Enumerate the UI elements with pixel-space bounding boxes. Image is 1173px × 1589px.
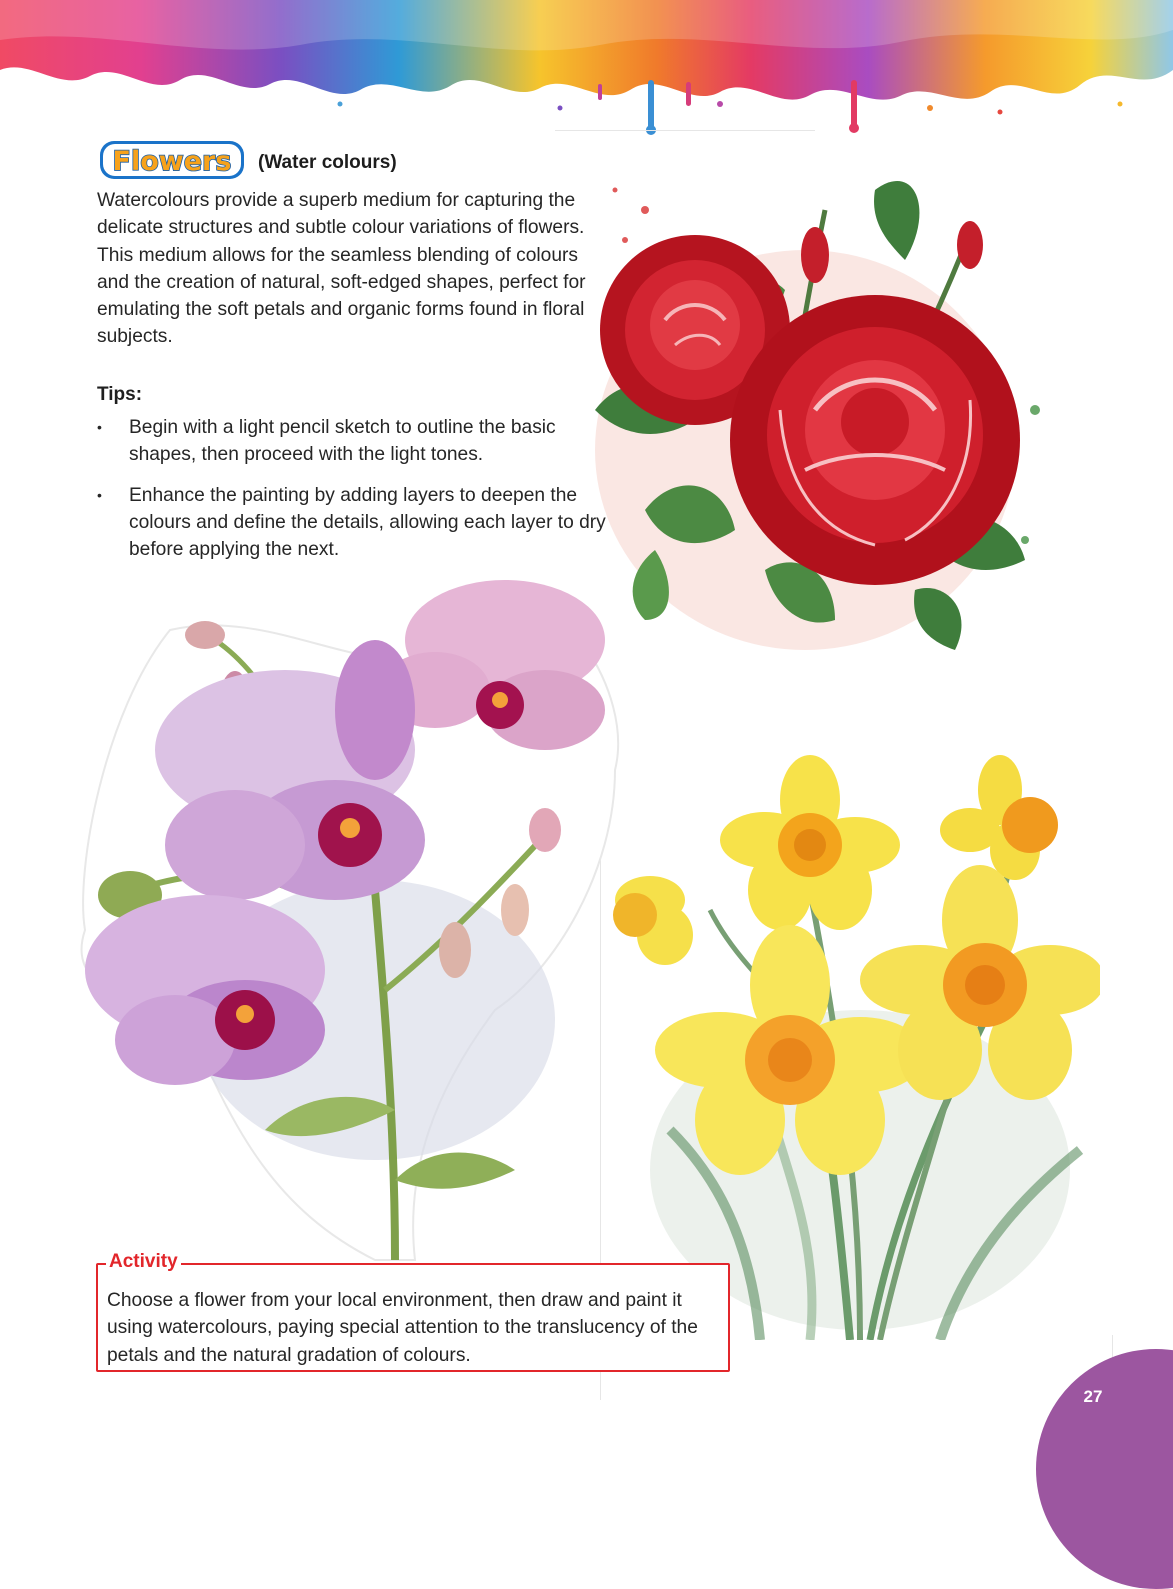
- tips-list: [97, 414, 607, 576]
- rose-illustration: [585, 150, 1065, 670]
- activity-box: [96, 1251, 730, 1372]
- intro-paragraph: Watercolours provide a superb medium for capturing the delicate structures and subtle colour variations of flowers. This medium allows for the seamless blending of colours and the creation of natural, soft-edged shapes, perfect for emulating the soft petals and organic forms found in floral subjects.: [97, 190, 586, 348]
- page-subtitle: (Water colours): [258, 152, 397, 173]
- page-number-badge: [1036, 1349, 1173, 1589]
- flowers-logo: [98, 138, 246, 182]
- section-heading: [98, 138, 397, 182]
- watercolour-splash-banner: [0, 0, 1173, 140]
- orchid-illustration: [75, 570, 635, 1270]
- list-item: • Begin with a light pencil sketch to outline the basic shapes, then proceed with the light tones.: [97, 417, 556, 466]
- divider-line: [555, 130, 815, 131]
- activity-text: Choose a flower from your local environment, then draw and paint it using watercolours, paying special attention to the translucency of the petals and the natural gradation of colours.: [107, 1290, 698, 1366]
- tip-text: Enhance the painting by adding layers to deepen the colours and define the details, allowing each layer to dry before applying the next.: [129, 484, 606, 561]
- page-number: 27: [1083, 1387, 1103, 1406]
- list-item: • Enhance the painting by adding layers to deepen the colours and define the details, allowing each layer to dry before applying the next.: [97, 484, 606, 561]
- tips-title: Tips:: [97, 384, 143, 405]
- svg-text:Flowers: Flowers: [112, 146, 232, 177]
- activity-label: Activity: [106, 1251, 181, 1273]
- tip-text: Begin with a light pencil sketch to outline the basic shapes, then proceed with the light tones.: [129, 417, 556, 466]
- daffodil-illustration: [610, 750, 1100, 1340]
